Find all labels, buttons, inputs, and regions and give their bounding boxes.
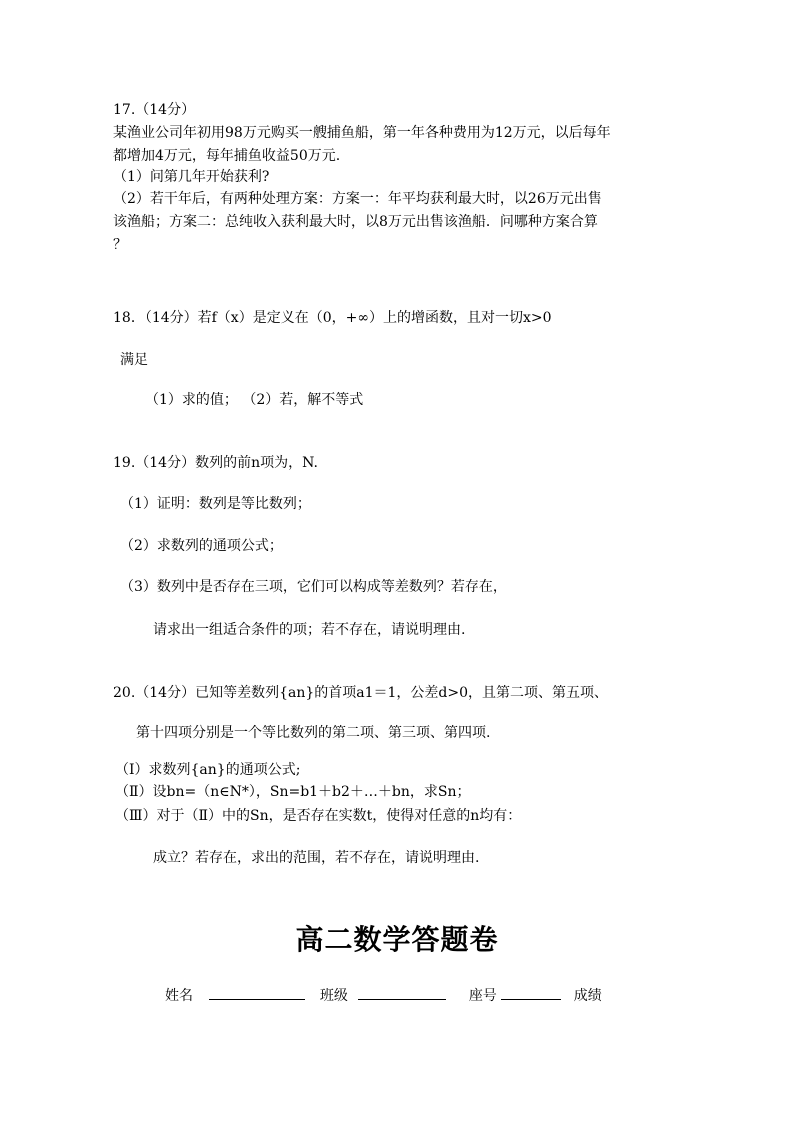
q20-line2: 第十四项分别是一个等比数列的第二项、第三项、第四项. [136,725,491,741]
q19-line1: 19.（14分）数列的前n项为，N. [113,455,318,471]
q17-sub1: （1）问第几年开始获利? [113,169,270,185]
q17-sub2b: 该渔船；方案二：总纯收入获利最大时，以8万元出售该渔船．问哪种方案合算 [113,214,598,230]
q20-part2: （Ⅱ）设bn=（n∈N*），Sn=b1＋b2＋…＋bn，求Sn； [115,784,471,800]
q18-line3: （1）求的值； （2）若，解不等式 [145,392,364,408]
q19-sub1: （1）证明：数列是等比数列； [120,496,311,512]
q18-line2: 满足 [120,352,148,368]
q17-line1: 某渔业公司年初用98万元购买一艘捕鱼船，第一年各种费用为12万元，以后每年 [113,125,611,141]
score-label: 成绩 [573,988,602,1004]
q19-sub3b: 请求出一组适合条件的项；若不存在，请说明理由. [153,622,466,638]
name-blank[interactable] [209,985,305,1000]
q17-sub2c: ？ [113,237,127,253]
class-blank[interactable] [358,985,446,1000]
name-label: 姓名 [165,988,193,1004]
q20-part3b: 成立？若存在，求出的范围，若不存在，请说明理由. [153,850,480,866]
q17-header: 17.（14分） [113,102,196,118]
q20-part3: （Ⅲ）对于（Ⅱ）中的Sn，是否存在实数t，使得对任意的n均有： [115,808,522,824]
q17-line2: 都增加4万元，每年捕鱼收益50万元. [113,148,341,164]
q19-sub2: （2）求数列的通项公式； [120,538,283,554]
class-label: 班级 [319,988,348,1004]
q20-part1: （Ⅰ）求数列{an}的通项公式; [115,762,301,778]
answer-sheet-title: 高二数学答题卷 [295,923,499,956]
seat-label: 座号 [468,988,497,1004]
seat-blank[interactable] [501,985,561,1000]
student-info-row [165,985,602,1005]
q19-sub3: （3）数列中是否存在三项，它们可以构成等差数列？若存在， [120,579,507,595]
q20-line1: 20.（14分）已知等差数列{an}的首项a1＝1，公差d>0，且第二项、第五项、 [113,685,609,701]
q18-line1: 18．（14分）若f（x）是定义在（0，+∞）上的增函数，且对一切x>0 [113,310,552,326]
q17-sub2a: （2）若干年后，有两种处理方案：方案一：年平均获利最大时，以26万元出售 [113,191,602,207]
